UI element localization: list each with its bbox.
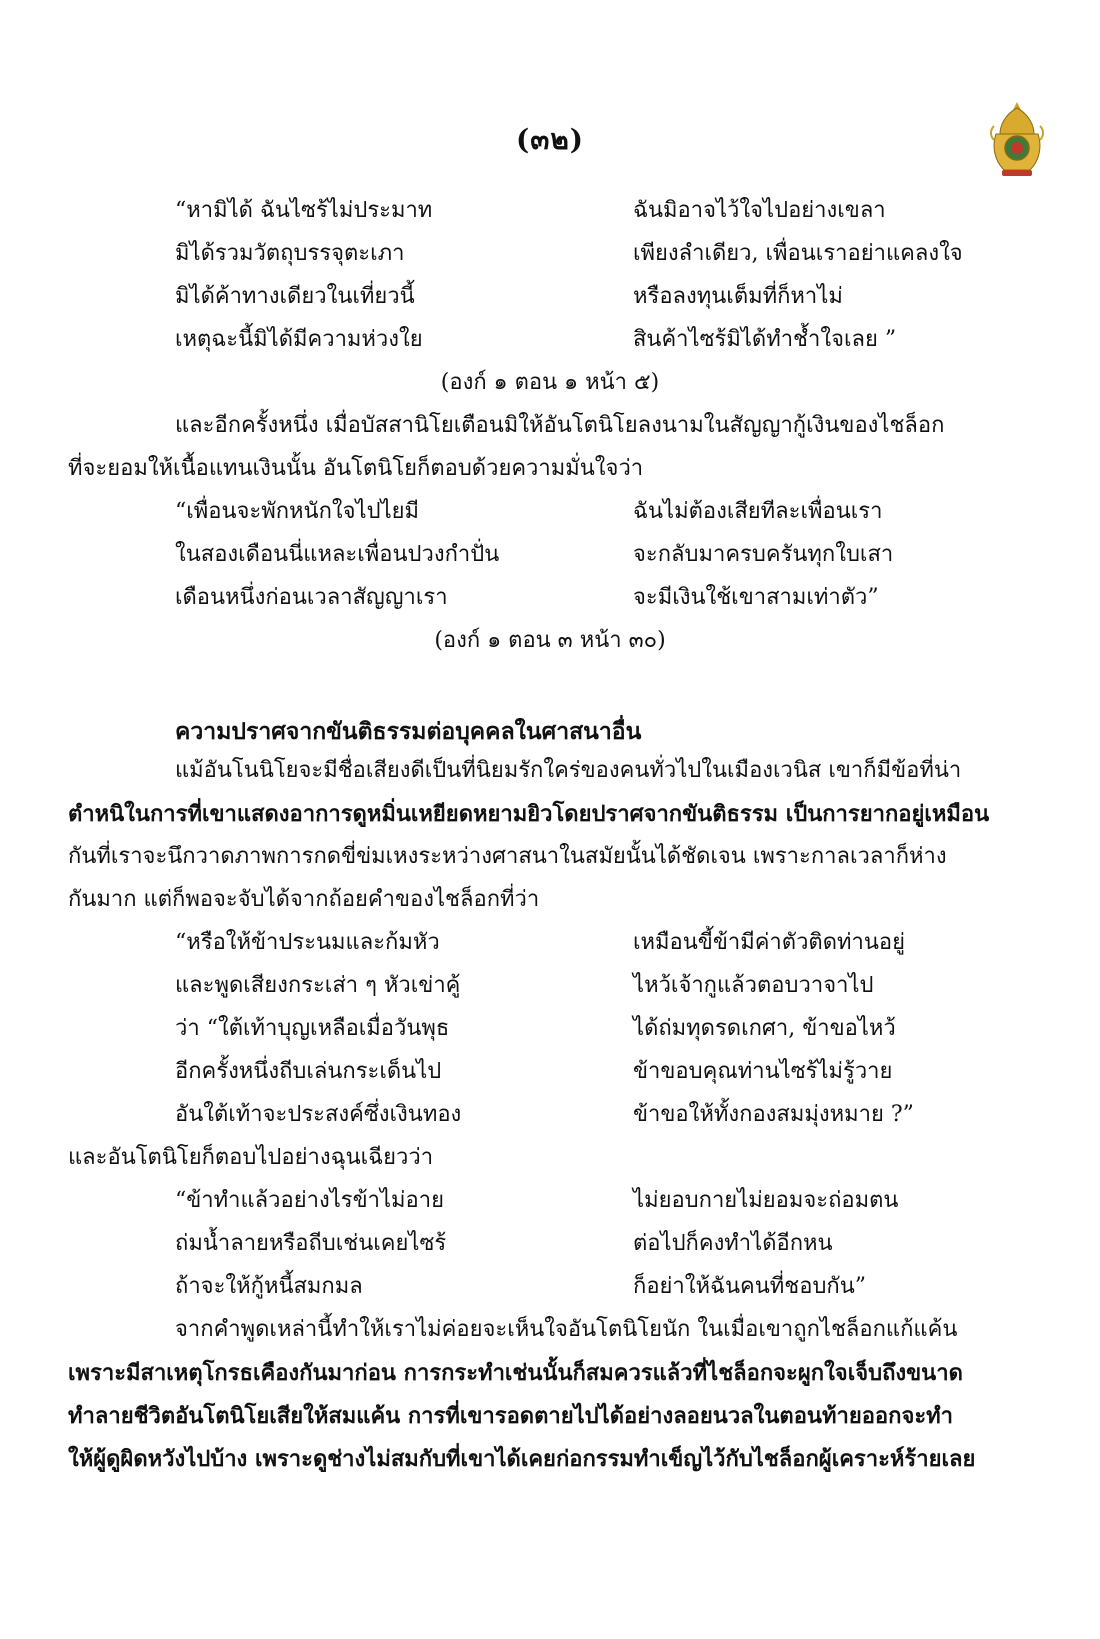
paragraph4-line3: ทำลายชีวิตอันโตนิโยเสียให้สมแค้น การที่เขารอดตายไปได้อย่างลอยนวลในตอนท้ายออกจะทำ (68, 1403, 954, 1429)
paragraph2-line4: กันมาก แต่ก็พอจะจับได้จากถ้อยคำของไชล็อกที่ว่า (68, 887, 540, 912)
paragraph3: และอันโตนิโยก็ตอบไปอย่างฉุนเฉียวว่า (68, 1145, 434, 1170)
paragraph4-line2: เพราะมีสาเหตุโกรธเคืองกันมาก่อน การกระทำเช่นนั้นก็สมควรแล้วที่ไชล็อกจะผูกใจเจ็บถึงขนาด (68, 1360, 963, 1386)
paragraph1-line2: ที่จะยอมให้เนื้อแทนเงินนั้น อันโตนิโยก็ตอบด้วยความมั่นใจว่า (68, 456, 644, 481)
verse2-line3-left: เดือนหนึ่งก่อนเวลาสัญญาเรา (175, 585, 448, 610)
verse4-line2-left: ถ่มน้ำลายหรือถีบเช่นเคยไซร้ (175, 1231, 447, 1256)
verse3-line1-left: “หรือให้ข้าประนมและก้มหัว (175, 930, 440, 955)
verse3-line3-left: ว่า “ใต้เท้าบุญเหลือเมื่อวันพุธ (175, 1016, 450, 1041)
verse4-line3-left: ถ้าจะให้กู้หนี้สมกมล (175, 1274, 363, 1299)
verse1-line3-left: มิได้ค้าทางเดียวในเที่ยวนี้ (175, 284, 415, 309)
verse2-line1-left: “เพื่อนจะพักหนักใจไปไยมี (175, 499, 420, 524)
verse3-line2-right: ไหว้เจ้ากูแล้วตอบวาจาไป (633, 973, 874, 998)
verse4-line3-right: ก็อย่าให้ฉันคนที่ชอบกัน” (633, 1274, 867, 1299)
verse3-line3-right: ได้ถ่มทุดรดเกศา, ข้าขอไหว้ (633, 1016, 896, 1041)
verse2-line3-right: จะมีเงินใช้เขาสามเท่าตัว” (633, 585, 879, 610)
verse1-line1-right: ฉันมิอาจไว้ใจไปอย่างเขลา (633, 198, 886, 223)
section-heading: ความปราศจากขันติธรรมต่อบุคคลในศาสนาอื่น (175, 718, 642, 745)
verse1-line4-left: เหตุฉะนี้มิได้มีความห่วงใย (175, 327, 423, 352)
paragraph4-line4: ให้ผู้ดูผิดหวังไปบ้าง เพราะดูช่างไม่สมกับที่เขาได้เคยก่อกรรมทำเข็ญไว้กับไชล็อกผู้เคราะห์ร้ายเลย (68, 1446, 976, 1472)
verse3-line4-left: อีกครั้งหนึ่งถีบเล่นกระเด็นไป (175, 1059, 442, 1084)
paragraph2-line2: ตำหนิในการที่เขาแสดงอาการดูหมิ่นเหยียดหยามยิวโดยปราศจากขันติธรรม เป็นการยากอยู่เหมือน (68, 801, 990, 827)
verse4-line1-right: ไม่ยอบกายไม่ยอมจะถ่อมตน (633, 1188, 899, 1213)
verse3-line5-left: อันใต้เท้าจะประสงค์ซึ่งเงินทอง (175, 1102, 462, 1127)
reference-act1-scene3: (องก์ ๑ ตอน ๓ หน้า ๓๐) (434, 628, 666, 653)
verse2-line1-right: ฉันไม่ต้องเสียทีละเพื่อนเรา (633, 499, 883, 524)
verse1-line1-left: “หามิได้ ฉันไซร้ไม่ประมาท (175, 198, 433, 223)
verse1-line3-right: หรือลงทุนเต็มที่ก็หาไม่ (633, 284, 843, 309)
verse2-line2-left: ในสองเดือนนี่แหละเพื่อนปวงกำปั่น (175, 542, 500, 567)
verse1-line2-right: เพียงลำเดียว, เพื่อนเราอย่าแคลงใจ (633, 241, 963, 266)
verse3-line4-right: ข้าขอบคุณท่านไซร้ไม่รู้วาย (633, 1059, 893, 1084)
reference-act1-scene1: (องก์ ๑ ตอน ๑ หน้า ๕) (440, 370, 660, 395)
verse1-line2-left: มิได้รวมวัตถุบรรจุตะเภา (175, 241, 405, 266)
verse4-line1-left: “ข้าทำแล้วอย่างไรข้าไม่อาย (175, 1188, 445, 1213)
verse4-line2-right: ต่อไปก็คงทำได้อีกหน (633, 1231, 833, 1256)
paragraph2-line1: แม้อันโนนิโยจะมีชื่อเสียงดีเป็นที่นิยมรักใคร่ของคนทั่วไปในเมืองเวนิส เขาก็มีข้อที่น่า (175, 758, 962, 783)
verse2-line2-right: จะกลับมาครบครันทุกใบเสา (633, 542, 894, 567)
emblem-icon (988, 100, 1046, 178)
verse3-line1-right: เหมือนขี้ข้ามีค่าตัวติดท่านอยู่ (633, 930, 905, 955)
paragraph1-line1: และอีกครั้งหนึ่ง เมื่อบัสสานิโยเตือนมิให้อันโตนิโยลงนามในสัญญากู้เงินของไชล็อก (175, 413, 945, 438)
verse1-line4-right: สินค้าไซร้มิได้ทำช้ำใจเลย ” (633, 327, 897, 352)
paragraph4-line1: จากคำพูดเหล่านี้ทำให้เราไม่ค่อยจะเห็นใจอันโตนิโยนัก ในเมื่อเขาถูกไชล็อกแก้แค้น (175, 1317, 958, 1342)
paragraph2-line3: กันที่เราจะนึกวาดภาพการกดขี่ข่มเหงระหว่างศาสนาในสมัยนั้นได้ชัดเจน เพราะกาลเวลาก็ห่าง (68, 844, 947, 869)
verse3-line2-left: และพูดเสียงกระเส่า ๆ หัวเข่าคู้ (175, 973, 461, 998)
verse3-line5-right: ข้าขอให้ทั้งกองสมมุ่งหมาย ?” (633, 1102, 914, 1127)
page-number: (๓๒) (515, 123, 585, 156)
